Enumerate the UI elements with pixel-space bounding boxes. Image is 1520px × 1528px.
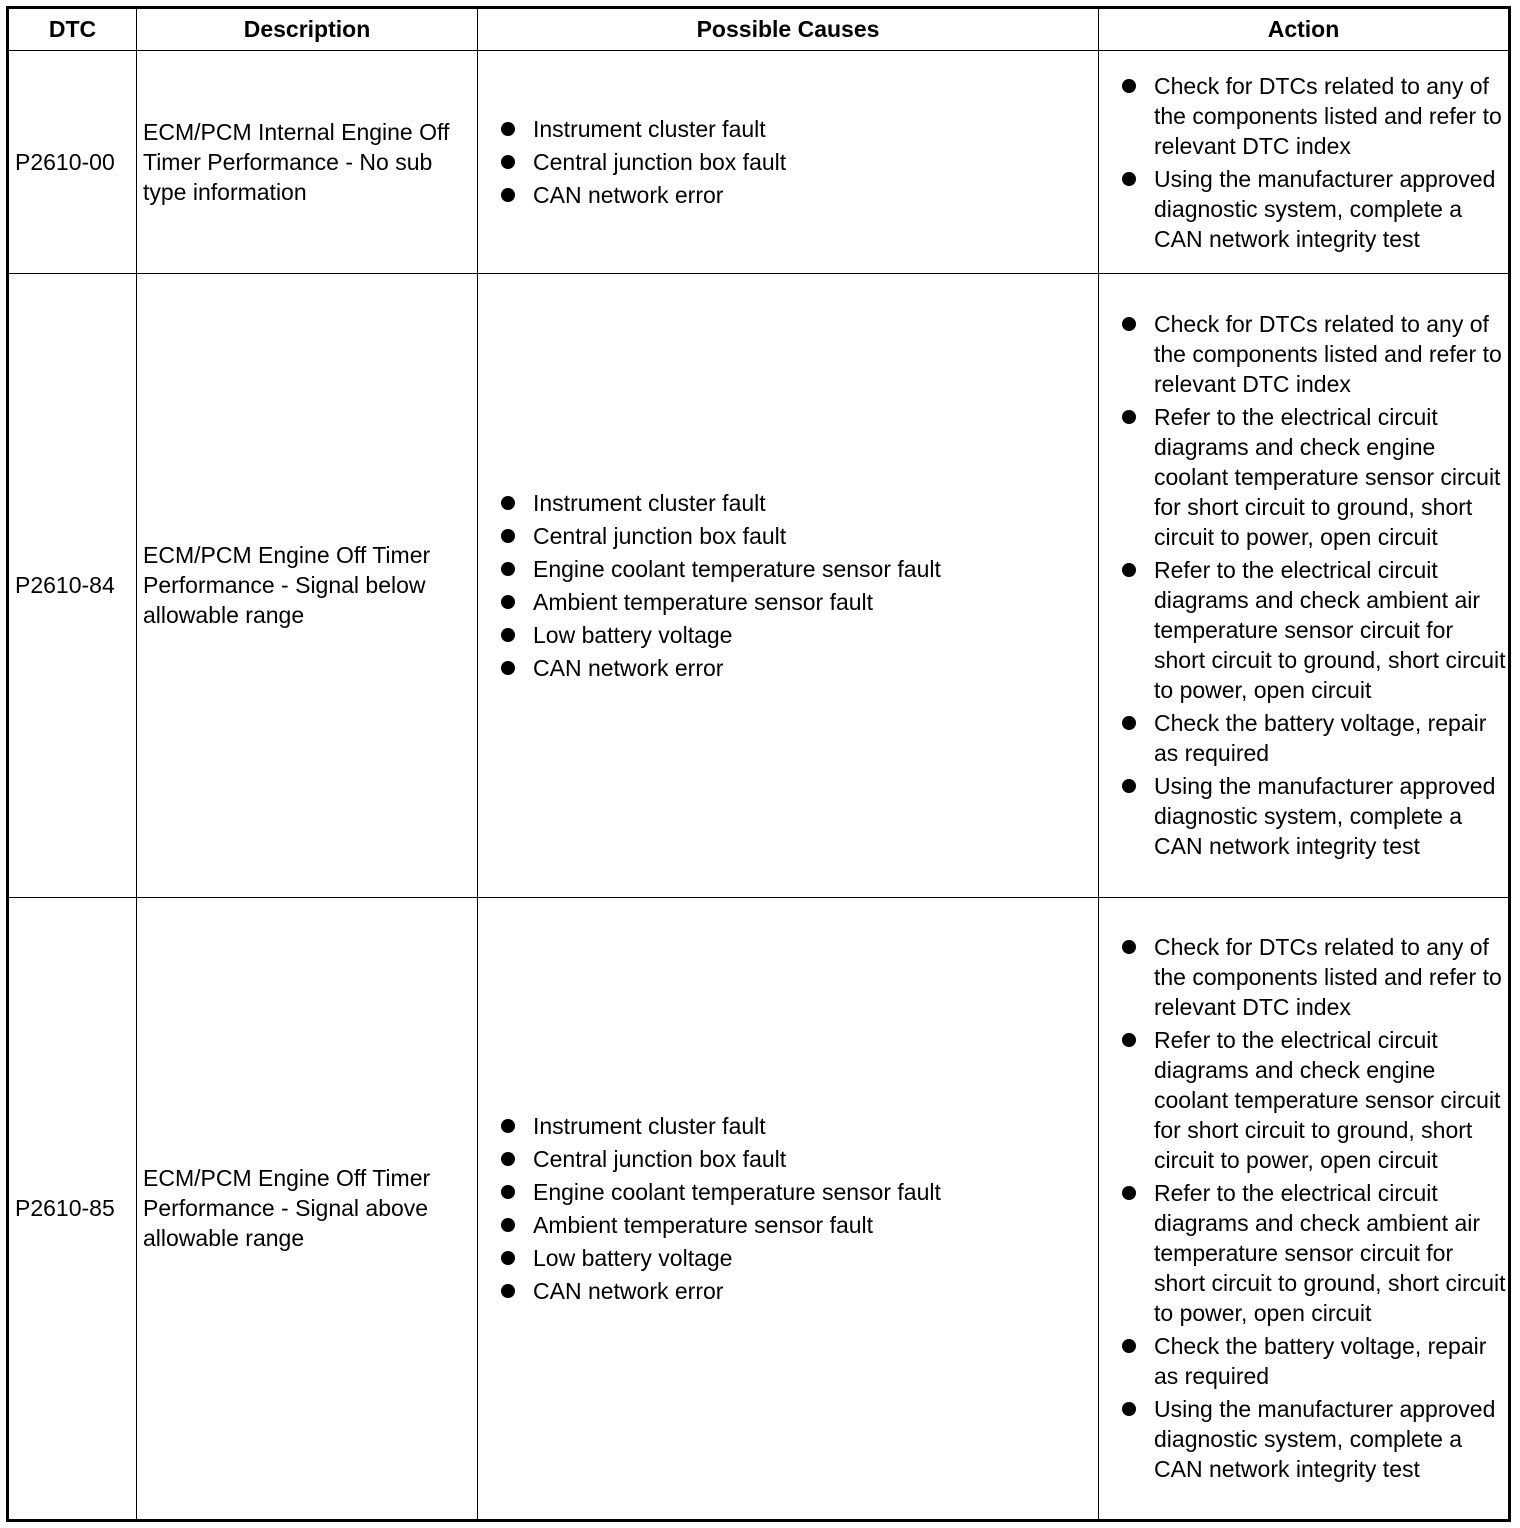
action-item: Refer to the electrical circuit diagrams and check ambient air temperature sensor circuit for short circuit to ground, short circuit to power, open circuit [1099, 1178, 1508, 1328]
cause-item: Central junction box fault [478, 521, 1098, 551]
cause-item: Instrument cluster fault [478, 1111, 1098, 1141]
header-description: Description [137, 8, 478, 51]
dtc-description: ECM/PCM Engine Off Timer Performance - Signal above allowable range [137, 897, 478, 1520]
cause-item: Central junction box fault [478, 147, 1098, 177]
dtc-table [6, 6, 1511, 1522]
header-dtc: DTC [8, 8, 137, 51]
table-row [8, 51, 1510, 274]
header-possible-causes: Possible Causes [478, 8, 1099, 51]
possible-causes-cell [478, 274, 1099, 897]
action-item: Check for DTCs related to any of the components listed and refer to relevant DTC index [1099, 71, 1508, 161]
cause-item: Instrument cluster fault [478, 114, 1098, 144]
action-cell [1099, 897, 1510, 1520]
action-item: Check the battery voltage, repair as required [1099, 708, 1508, 768]
action-item: Refer to the electrical circuit diagrams and check engine coolant temperature sensor circuit for short circuit to ground, short circuit to power, open circuit [1099, 402, 1508, 552]
action-item: Refer to the electrical circuit diagrams and check engine coolant temperature sensor circuit for short circuit to ground, short circuit to power, open circuit [1099, 1025, 1508, 1175]
possible-causes-list [478, 114, 1098, 210]
action-cell [1099, 51, 1510, 274]
cause-item: Central junction box fault [478, 1144, 1098, 1174]
action-list [1099, 932, 1508, 1484]
action-item: Check for DTCs related to any of the components listed and refer to relevant DTC index [1099, 932, 1508, 1022]
cause-item: CAN network error [478, 653, 1098, 683]
cause-item: Ambient temperature sensor fault [478, 1210, 1098, 1240]
dtc-description: ECM/PCM Engine Off Timer Performance - Signal below allowable range [137, 274, 478, 897]
header-action: Action [1099, 8, 1510, 51]
header-row [8, 8, 1510, 51]
action-item: Using the manufacturer approved diagnostic system, complete a CAN network integrity test [1099, 164, 1508, 254]
action-item: Check for DTCs related to any of the components listed and refer to relevant DTC index [1099, 309, 1508, 399]
cause-item: Engine coolant temperature sensor fault [478, 1177, 1098, 1207]
action-item: Refer to the electrical circuit diagrams and check ambient air temperature sensor circuit for short circuit to ground, short circuit to power, open circuit [1099, 555, 1508, 705]
dtc-code: P2610-85 [8, 897, 137, 1520]
action-cell [1099, 274, 1510, 897]
cause-item: Instrument cluster fault [478, 488, 1098, 518]
action-item: Using the manufacturer approved diagnostic system, complete a CAN network integrity test [1099, 771, 1508, 861]
action-item: Check the battery voltage, repair as required [1099, 1331, 1508, 1391]
table-row [8, 274, 1510, 897]
possible-causes-list [478, 1111, 1098, 1306]
dtc-code: P2610-84 [8, 274, 137, 897]
possible-causes-cell [478, 897, 1099, 1520]
action-item: Using the manufacturer approved diagnostic system, complete a CAN network integrity test [1099, 1394, 1508, 1484]
cause-item: Ambient temperature sensor fault [478, 587, 1098, 617]
dtc-description: ECM/PCM Internal Engine Off Timer Performance - No sub type information [137, 51, 478, 274]
table-row [8, 897, 1510, 1520]
cause-item: Low battery voltage [478, 1243, 1098, 1273]
cause-item: Engine coolant temperature sensor fault [478, 554, 1098, 584]
dtc-code: P2610-00 [8, 51, 137, 274]
cause-item: Low battery voltage [478, 620, 1098, 650]
possible-causes-cell [478, 51, 1099, 274]
action-list [1099, 309, 1508, 861]
cause-item: CAN network error [478, 1276, 1098, 1306]
possible-causes-list [478, 488, 1098, 683]
action-list [1099, 71, 1508, 254]
cause-item: CAN network error [478, 180, 1098, 210]
